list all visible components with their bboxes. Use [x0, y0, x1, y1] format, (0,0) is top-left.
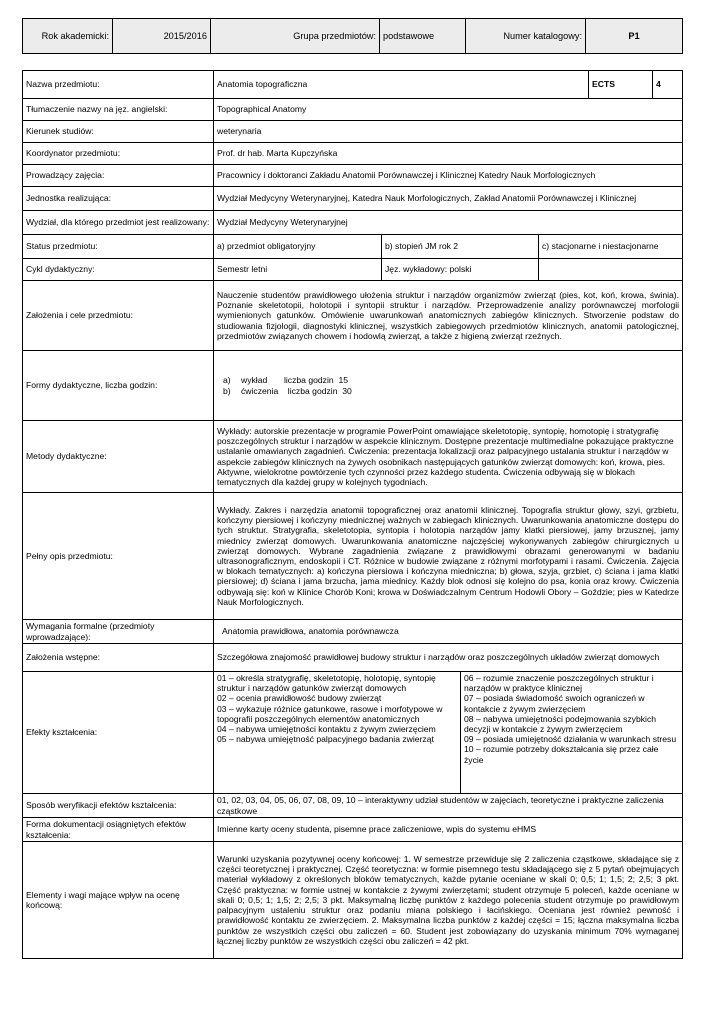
subject-group-label: Grupa przedmiotów: [211, 19, 380, 54]
forms-item [217, 375, 679, 385]
subject-group-value: podstawowe [380, 19, 466, 54]
faculty-label: Wydział, dla którego przedmiot jest realizowany: [23, 211, 214, 235]
outcome-item: 09 – posiada umiejętność działania w warunkach stresu [464, 734, 677, 745]
field-of-study-label: Kierunek studiów: [23, 121, 214, 143]
outcome-item: 02 – ocenia prawidłowość budowy zwierząt [217, 693, 382, 704]
teachers-value: Pracownicy i doktoranci Zakładu Anatomii Porównawczej i Klinicznej Katedry Nauk Morfologicznych [214, 165, 683, 187]
status-degree-year: b) stopień JM rok 2 [382, 235, 539, 259]
header-table [22, 18, 683, 54]
description-value: Wykłady. Zakres i narzędzia anatomii topograficznej oraz anatomii klinicznej. Topografia struktur głowy, szyi, grzbietu, kończyny piersiowej i kończyny miednicznej ważnych w zabiegach klinicznych. Uwarunkowania anatomiczne dostępu do tych struktur. Stratygrafia, skeletotopia, syntopia i holotopia narządów jamy klatki piersiowej, jamy brzusznej, jamy miednicy zwierząt domowych. Uwarunkowania anatomiczne najczęściej wykonywanych zabiegów chirurgicznych u zwierząt domowych. Wybrane zagadnienia związane z prawidłowymi obrazami generowanymi w badaniu ultrasonograficznym, endoskopii i CT. Różnice w budowie związane z różnymi morfotypami i rasami. Ćwiczenia. Zajęcia w blokach tematycznych: a) kończyna piersiowa i kończyna miedniczna; b) głowa, szyja, grzbiet, c) ściana i jama klatki piersiowej; d) ściana i jama brzucha, jama miednicy. Każdy blok odnosi się kolejno do psa, konia oraz krowy. Ćwiczenia odbywają się: koń w Klinice Chorób Koni; krowa w Doświadczalnym Centrum Hodowli Obory – Goździe; pies w Katedrze Nauk Morfologicznych. [214, 493, 683, 620]
status-obligatory: a) przedmiot obligatoryjny [214, 235, 382, 259]
prerequisites-label: Założenia wstępne: [23, 644, 214, 672]
prerequisites-value: Szczegółowa znajomość prawidłowej budowy struktur i narządów oraz poszczególnych układów zwierząt domowych [214, 644, 683, 672]
documentation-label: Forma dokumentacji osiągniętych efektów kształcenia: [23, 818, 214, 842]
coordinator-label: Koordynator przedmiotu: [23, 143, 214, 165]
documentation-value: Imienne karty oceny studenta, pisemne prace zaliczeniowe, wpis do systemu eHMS [214, 818, 683, 842]
methods-value: Wykłady: autorskie prezentacje w programie PowerPoint omawiające skeletotopię, syntopię, homotopię i stratygrafię poszczególnych struktur i narządów w aspekcie klinicznym. Dostępne prezentacje multimedialne pokazujące praktyczne ustalanie omawianych zagadnień. Ćwiczenia: prezentacja lokalizacji oraz palpacyjnego ustalania struktur i narządów w aspekcie zabiegów klinicznych na żywych osobnikach następujących gatunków zwierząt domowych: koń, krowa, pies. Aktywne, wielokrotne powtórzenie tych czynności przez każdego studenta. Ćwiczenia odbywają się w blokach tematycznych dla każdej grupy w kolejnych tygodniach. [214, 421, 683, 493]
outcome-item: 03 – wykazuje różnice gatunkowe, rasowe i morfotypowe w topografii poszczególnych elementów anatomicznych [217, 703, 443, 724]
forms-item-text: wykład liczba godzin 15 [241, 375, 348, 386]
outcomes-right-list [461, 672, 683, 794]
catalog-number-value: P1 [586, 19, 683, 54]
status-study-mode: c) stacjonarne i niestacjonarne [539, 235, 683, 259]
forms-label: Formy dydaktyczne, liczba godzin: [23, 351, 214, 421]
ects-label: ECTS [589, 71, 653, 99]
course-name-label: Nazwa przedmiotu: [23, 71, 214, 99]
faculty-value: Wydział Medycyny Weterynaryjnej [214, 211, 683, 235]
grading-label: Elementy i wagi mające wpływ na ocenę końcową: [23, 842, 214, 959]
methods-label: Metody dydaktyczne: [23, 421, 214, 493]
ects-value: 4 [653, 71, 683, 99]
requirements-label: Wymagania formalne (przedmioty wprowadzające): [23, 620, 214, 644]
outcome-item: 10 – rozumie potrzeby dokształcania się przez całe życie [464, 744, 659, 765]
description-label: Pełny opis przedmiotu: [23, 493, 214, 620]
forms-list [214, 351, 683, 421]
translation-value: Topographical Anatomy [214, 99, 683, 121]
coordinator-value: Prof. dr hab. Marta Kupczyńska [214, 143, 683, 165]
status-label: Status przedmiotu: [23, 235, 214, 259]
goals-value: Nauczenie studentów prawidłowego ułożenia struktur i narządów organizmów zwierząt (pies, kot, koń, krowa, świnia). Poznanie skeletotopii, holotopii i syntopii struktur i narządów. Przeprowadzenie analizy porównawczej morfologii wymienionych gatunków. Omówienie uwarunkowań anatomicznych zabiegów klinicznych. Stworzenie podstaw do studiowania fizjologii, diagnostyki klinicznej, wszystkich zabiegowych przedmiotów klinicznych, anatomii patologicznej, przedmiotów związanych chowem i hodowlą zwierząt, a także z higieną zwierząt rzeźnych. [214, 281, 683, 351]
forms-item-text: ćwiczenia liczba godzin 30 [241, 385, 352, 396]
outcome-item: 06 – rozumie znaczenie poszczególnych struktur i narządów w praktyce klinicznej [464, 673, 654, 694]
outcome-item: 01 – określa stratygrafię, skeletotopię, holotopię, syntopię struktur i narządów gatunków zwierząt domowych [217, 673, 436, 694]
goals-label: Założenia i cele przedmiotu: [23, 281, 214, 351]
unit-label: Jednostka realizująca: [23, 187, 214, 211]
cycle-label: Cykl dydaktyczny: [23, 259, 214, 281]
translation-label: Tłumaczenie nazwy na jęz. angielski: [23, 99, 214, 121]
academic-year-label: Rok akademicki: [23, 19, 113, 54]
unit-value: Wydział Medycyny Weterynaryjnej, Katedra Nauk Morfologicznych, Zakład Anatomii Porównawczej i Klinicznej [214, 187, 683, 211]
teachers-label: Prowadzący zajęcia: [23, 165, 214, 187]
verification-label: Sposób weryfikacji efektów kształcenia: [23, 794, 214, 818]
outcome-item: 05 – nabywa umiejętność palpacyjnego badania zwierząt [217, 734, 434, 745]
outcome-item: 04 – nabywa umiejętności kontaktu z żywym zwierzęciem [217, 724, 436, 735]
field-of-study-value: weterynaria [214, 121, 683, 143]
course-name-value: Anatomia topograficzna [214, 71, 589, 99]
outcome-item: 07 – posiada świadomość swoich ograniczeń w kontakcie z żywym zwierzęciem [464, 693, 645, 714]
course-table [22, 70, 683, 959]
outcome-item: 08 – nabywa umiejętności podejmowania szybkich decyzji w kontakcie z żywym zwierzęciem [464, 713, 657, 735]
grading-value: Warunki uzyskania pozytywnej oceny końcowej: 1. W semestrze przewiduje się 2 zaliczenia cząstkowe, składające się z części teoretycznej i praktycznej. Część teoretyczna: w formie pisemnego testu składającego się z 5 pytań obejmujących materiał wykładowy z określonych bloków tematycznych, każde pytanie oceniane w skali 0; 0,5; 1; 1,5; 2; 2,5; 3 pkt. Część praktyczna: w formie ustnej w kontakcie z żywymi zwierzętami; student otrzymuje 5 poleceń, każde oceniane w skali 0; 0,5; 1; 1,5; 2; 2,5; 3 pkt. Maksymalną liczbę punktów z każdego polecenia student otrzymuje po prawidłowym palpacyjnym ustaleniu struktur oraz podaniu miana polskiego i łacińskiego. Oceniana jest również pewność i prawidłowość kontaktu ze zwierzęciem. 2. Maksymalna liczba punktów z każdej części = 15; łączna maksymalna liczba punktów ze wszystkich części obu zaliczeń = 60. Student jest zobowiązany do uzyskania minimum 70% wymaganej łącznej liczby punktów ze wszystkich części obu zaliczeń = 42 pkt. [214, 842, 683, 959]
requirements-value: Anatomia prawidłowa, anatomia porównawcza [214, 620, 683, 644]
empty-cell [539, 259, 683, 281]
outcomes-label: Efekty kształcenia: [23, 672, 214, 794]
forms-item-marker: b) [223, 385, 231, 396]
verification-value: 01, 02, 03, 04, 05, 06, 07, 08, 09, 10 – interaktywny udział studentów w zajęciach, teoretyczne i praktyczne zaliczenia cząstkowe [214, 794, 683, 818]
forms-item-marker: a) [223, 375, 231, 386]
forms-item [217, 386, 679, 396]
outcomes-left-list [214, 672, 461, 794]
academic-year-value: 2015/2016 [113, 19, 211, 54]
language-value: Jęz. wykładowy: polski [382, 259, 539, 281]
cycle-value: Semestr letni [214, 259, 382, 281]
catalog-number-label: Numer katalogowy: [466, 19, 586, 54]
